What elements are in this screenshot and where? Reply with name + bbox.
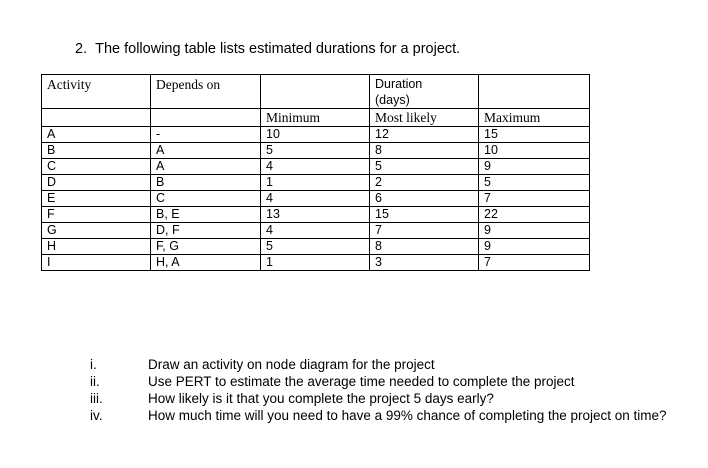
cell-minimum: 1 — [261, 175, 370, 191]
cell-most-likely: 8 — [370, 143, 479, 159]
cell-most-likely: 15 — [370, 207, 479, 223]
task-text: How much time will you need to have a 99% chance of completing the project on time? — [148, 408, 667, 423]
table-row — [42, 223, 590, 239]
header-maximum: Maximum — [479, 109, 590, 127]
header-minimum: Minimum — [261, 109, 370, 127]
header-row-2 — [42, 109, 590, 127]
cell-maximum: 15 — [479, 127, 590, 143]
cell-maximum: 5 — [479, 175, 590, 191]
table-row — [42, 175, 590, 191]
header-activity: Activity — [42, 75, 151, 109]
task-list — [90, 356, 700, 424]
cell-maximum: 9 — [479, 239, 590, 255]
cell-most-likely: 5 — [370, 159, 479, 175]
task-item — [90, 407, 700, 424]
task-text: Draw an activity on node diagram for the project — [148, 357, 435, 372]
task-item — [90, 356, 700, 373]
cell-activity: G — [42, 223, 151, 239]
task-text: Use PERT to estimate the average time needed to complete the project — [148, 374, 575, 389]
cell-most-likely: 2 — [370, 175, 479, 191]
cell-most-likely: 7 — [370, 223, 479, 239]
header-row-1 — [42, 75, 590, 109]
cell-depends-on: B, E — [151, 207, 261, 223]
cell-depends-on: A — [151, 159, 261, 175]
header-duration — [370, 75, 479, 109]
task-text: How likely is it that you complete the project 5 days early? — [148, 391, 494, 406]
cell-depends-on: F, G — [151, 239, 261, 255]
cell-maximum: 10 — [479, 143, 590, 159]
cell-minimum: 1 — [261, 255, 370, 271]
question-text: The following table lists estimated durations for a project. — [95, 41, 461, 57]
cell-most-likely: 3 — [370, 255, 479, 271]
cell-minimum: 13 — [261, 207, 370, 223]
header-most-likely: Most likely — [370, 109, 479, 127]
table-row — [42, 239, 590, 255]
cell-minimum: 4 — [261, 223, 370, 239]
task-numeral: iv. — [90, 408, 103, 423]
cell-activity: I — [42, 255, 151, 271]
cell-depends-on: D, F — [151, 223, 261, 239]
header-depends-on: Depends on — [151, 75, 261, 109]
question-number: 2. — [75, 41, 88, 57]
header-duration-line2: (days) — [375, 93, 410, 107]
cell-depends-on: H, A — [151, 255, 261, 271]
cell-depends-on: A — [151, 143, 261, 159]
cell-activity: A — [42, 127, 151, 143]
cell-minimum: 4 — [261, 159, 370, 175]
table-row — [42, 159, 590, 175]
cell-most-likely: 8 — [370, 239, 479, 255]
task-item — [90, 373, 700, 390]
table-row — [42, 191, 590, 207]
cell-maximum: 7 — [479, 255, 590, 271]
cell-most-likely: 6 — [370, 191, 479, 207]
table-row — [42, 255, 590, 271]
table-row — [42, 143, 590, 159]
cell-depends-on: C — [151, 191, 261, 207]
task-numeral: i. — [90, 357, 97, 372]
question-heading — [75, 41, 460, 57]
header-blank — [151, 109, 261, 127]
cell-most-likely: 12 — [370, 127, 479, 143]
cell-minimum: 5 — [261, 239, 370, 255]
header-blank — [479, 75, 590, 109]
cell-activity: F — [42, 207, 151, 223]
task-numeral: ii. — [90, 374, 100, 389]
cell-maximum: 9 — [479, 159, 590, 175]
cell-depends-on: B — [151, 175, 261, 191]
cell-minimum: 10 — [261, 127, 370, 143]
header-blank — [261, 75, 370, 109]
cell-minimum: 5 — [261, 143, 370, 159]
table-row — [42, 127, 590, 143]
cell-activity: D — [42, 175, 151, 191]
cell-depends-on: - — [151, 127, 261, 143]
cell-maximum: 22 — [479, 207, 590, 223]
cell-maximum: 7 — [479, 191, 590, 207]
cell-activity: H — [42, 239, 151, 255]
header-blank — [42, 109, 151, 127]
cell-minimum: 4 — [261, 191, 370, 207]
header-duration-line1: Duration — [375, 77, 423, 91]
table-row — [42, 207, 590, 223]
task-item — [90, 390, 700, 407]
cell-activity: C — [42, 159, 151, 175]
task-numeral: iii. — [90, 391, 103, 406]
durations-table — [41, 74, 590, 271]
cell-activity: E — [42, 191, 151, 207]
cell-maximum: 9 — [479, 223, 590, 239]
cell-activity: B — [42, 143, 151, 159]
